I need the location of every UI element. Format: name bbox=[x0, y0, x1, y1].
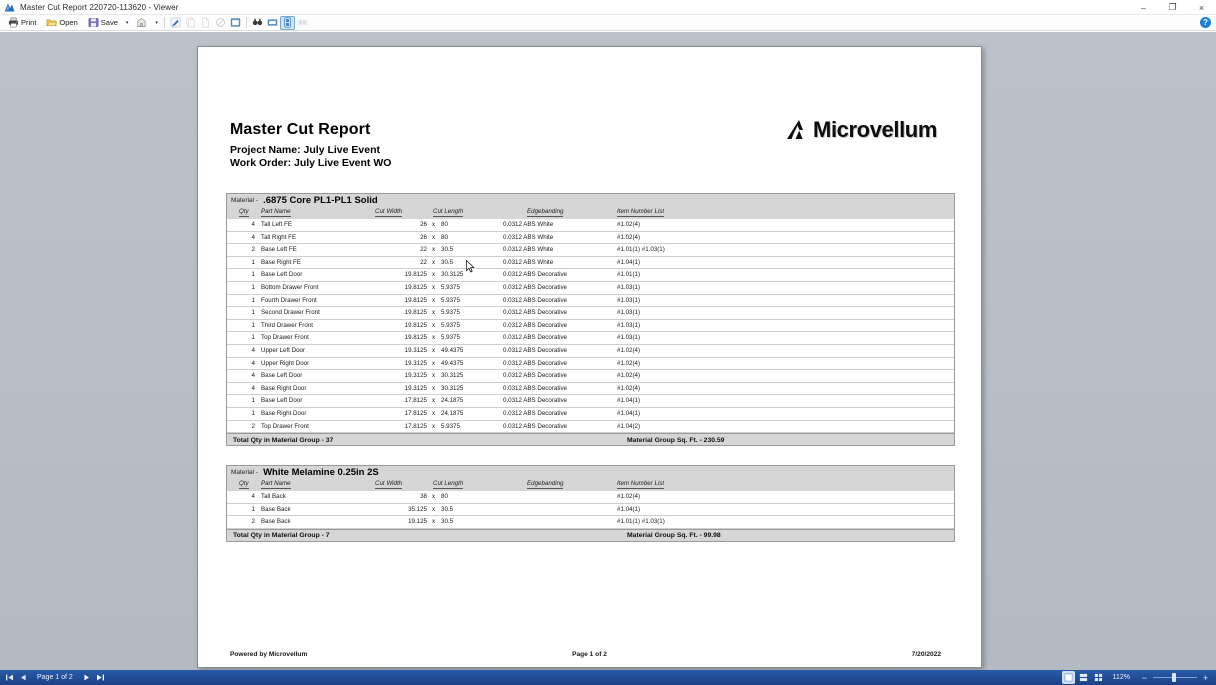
next-page-button[interactable] bbox=[80, 671, 93, 684]
save-button[interactable] bbox=[83, 16, 123, 30]
page-layout-button[interactable] bbox=[228, 16, 243, 30]
window-title: Master Cut Report 220720-113620 - Viewer bbox=[20, 2, 179, 12]
cell-cut-width: 38 bbox=[420, 493, 427, 500]
work-order-line: Work Order: July Live Event WO bbox=[230, 157, 392, 169]
page-setup-dropdown-caret[interactable]: ▾ bbox=[155, 19, 158, 26]
page-setup-icon bbox=[136, 17, 147, 28]
cell-cut-width: 26 bbox=[420, 221, 427, 228]
cell-cut-width: 19.8125 bbox=[404, 321, 427, 329]
cell-qty: 4 bbox=[251, 221, 255, 228]
cell-cut-length: 49.4375 bbox=[441, 359, 464, 367]
first-page-button[interactable] bbox=[3, 671, 16, 684]
cell-item-number-list: #1.02(4) bbox=[617, 346, 641, 354]
cell-dimension-separator: x bbox=[432, 384, 436, 392]
cell-part-name: Second Drawer Front bbox=[261, 309, 320, 317]
cell-qty: 1 bbox=[251, 505, 255, 513]
page-title: Master Cut Report bbox=[230, 121, 371, 138]
cell-item-number-list: #1.03(1) bbox=[617, 296, 641, 304]
cell-dimension-separator: x bbox=[432, 346, 436, 354]
material-group-total-row bbox=[226, 433, 955, 446]
powered-by-label: Powered by Microvellum bbox=[230, 651, 308, 658]
cell-cut-length: 5.9375 bbox=[441, 309, 460, 317]
cell-dimension-separator: x bbox=[432, 372, 436, 380]
cell-edgebanding: 0.0312 ABS White bbox=[503, 246, 554, 254]
cell-part-name: Top Drawer Front bbox=[261, 422, 309, 430]
no-entry-button[interactable] bbox=[213, 16, 228, 30]
column-header-edgebanding: Edgebanding bbox=[527, 480, 564, 487]
cell-qty: 2 bbox=[251, 422, 255, 430]
column-header-part-name: Part Name bbox=[261, 480, 291, 487]
table-row bbox=[227, 345, 954, 358]
table-row bbox=[227, 408, 954, 421]
table-row bbox=[227, 282, 954, 295]
zoom-slider-thumb[interactable] bbox=[1172, 673, 1176, 682]
cell-dimension-separator: x bbox=[432, 221, 436, 228]
table-row bbox=[227, 491, 954, 504]
cell-part-name: Base Left Door bbox=[261, 372, 303, 380]
last-page-button[interactable] bbox=[94, 671, 107, 684]
continuous-view-button[interactable] bbox=[280, 16, 295, 30]
cell-part-name: Base Back bbox=[261, 518, 291, 526]
cell-cut-length: 30.3125 bbox=[441, 372, 464, 380]
cell-dimension-separator: x bbox=[432, 283, 436, 291]
table-row bbox=[227, 504, 954, 517]
continuous-page-icon bbox=[282, 17, 293, 28]
cell-qty: 4 bbox=[251, 233, 255, 241]
material-label: Material - bbox=[231, 469, 259, 476]
cell-dimension-separator: x bbox=[432, 505, 436, 513]
cell-qty: 4 bbox=[251, 493, 255, 500]
cell-cut-width: 19.3125 bbox=[404, 359, 427, 367]
table-row bbox=[227, 307, 954, 320]
save-label: Save bbox=[100, 18, 118, 27]
status-bar bbox=[0, 670, 1216, 685]
cell-cut-length: 5.9375 bbox=[441, 321, 460, 329]
multi-page-view-button[interactable] bbox=[295, 16, 310, 30]
single-page-view-button[interactable] bbox=[265, 16, 280, 30]
cell-edgebanding: 0.0312 ABS Decorative bbox=[503, 334, 567, 342]
cell-item-number-list: #1.01(1) bbox=[617, 271, 641, 279]
cell-cut-width: 26 bbox=[420, 233, 427, 241]
open-label: Open bbox=[59, 18, 78, 27]
report-date-label: 7/20/2022 bbox=[911, 651, 941, 658]
cell-qty: 1 bbox=[251, 271, 255, 279]
total-qty-label: Total Qty in Material Group - 37 bbox=[233, 436, 334, 444]
cell-qty: 1 bbox=[251, 283, 255, 291]
cell-qty: 2 bbox=[251, 246, 255, 254]
cell-cut-length: 24.1875 bbox=[441, 397, 464, 405]
cell-dimension-separator: x bbox=[432, 334, 436, 342]
cell-dimension-separator: x bbox=[432, 233, 436, 241]
cell-cut-width: 19.3125 bbox=[404, 372, 427, 380]
cell-dimension-separator: x bbox=[432, 296, 436, 304]
cell-cut-width: 17.8125 bbox=[404, 409, 427, 417]
cell-part-name: Tall Right FE bbox=[261, 233, 297, 241]
table-row bbox=[227, 320, 954, 333]
cell-edgebanding: 0.0312 ABS Decorative bbox=[503, 359, 567, 367]
table-row bbox=[227, 421, 954, 434]
cell-item-number-list: #1.03(1) bbox=[617, 334, 641, 342]
cell-cut-width: 19.3125 bbox=[404, 384, 427, 392]
cell-edgebanding: 0.0312 ABS Decorative bbox=[503, 283, 567, 291]
total-qty-label: Total Qty in Material Group - 7 bbox=[233, 532, 330, 540]
edit-icon bbox=[170, 17, 181, 28]
table-row bbox=[227, 358, 954, 371]
cell-edgebanding: 0.0312 ABS Decorative bbox=[503, 296, 567, 304]
cell-cut-width: 19.125 bbox=[408, 518, 427, 526]
cell-cut-length: 80 bbox=[441, 221, 448, 228]
cell-qty: 1 bbox=[251, 321, 255, 329]
cell-edgebanding: 0.0312 ABS Decorative bbox=[503, 309, 567, 317]
maximize-restore-button[interactable]: ❐ bbox=[1168, 2, 1177, 12]
cell-part-name: Base Right Door bbox=[261, 384, 307, 392]
status-page-indicator: Page 1 of 2 bbox=[37, 674, 73, 681]
viewer-toolbar bbox=[0, 15, 1216, 31]
cell-item-number-list: #1.03(1) bbox=[617, 309, 641, 317]
cell-cut-width: 22 bbox=[420, 246, 427, 254]
cell-cut-length: 30.5 bbox=[441, 518, 454, 526]
table-row bbox=[227, 244, 954, 257]
material-group-total-row bbox=[226, 529, 955, 542]
multi-page-icon bbox=[297, 17, 308, 28]
folder-open-icon bbox=[46, 17, 57, 28]
report-footer bbox=[198, 651, 981, 663]
find-button[interactable] bbox=[250, 16, 265, 30]
cell-cut-width: 19.8125 bbox=[404, 309, 427, 317]
cell-part-name: Base Left Door bbox=[261, 397, 303, 405]
cell-item-number-list: #1.03(1) bbox=[617, 283, 641, 291]
cell-part-name: Base Right FE bbox=[261, 258, 301, 266]
cell-dimension-separator: x bbox=[432, 518, 436, 526]
cell-part-name: Base Left Door bbox=[261, 271, 303, 279]
cell-cut-length: 30.5 bbox=[441, 258, 454, 266]
table-row bbox=[227, 295, 954, 308]
cell-item-number-list: #1.04(1) bbox=[617, 258, 641, 266]
single-page-view-toggle[interactable] bbox=[1062, 671, 1075, 684]
material-name: White Melamine 0.25in 2S bbox=[263, 467, 379, 478]
print-label: Print bbox=[21, 18, 37, 27]
zoom-slider[interactable] bbox=[1153, 671, 1197, 684]
save-dropdown-caret[interactable]: ▾ bbox=[125, 19, 129, 26]
cell-edgebanding: 0.0312 ABS White bbox=[503, 233, 554, 241]
previous-page-button[interactable] bbox=[17, 671, 30, 684]
cell-cut-length: 49.4375 bbox=[441, 346, 464, 354]
cell-item-number-list: #1.04(2) bbox=[617, 422, 641, 430]
material-group bbox=[226, 193, 955, 446]
cell-item-number-list: #1.02(4) bbox=[617, 221, 641, 228]
material-group-header bbox=[226, 193, 955, 207]
microvellum-logo bbox=[786, 117, 937, 143]
cell-item-number-list: #1.01(1) #1.03(1) bbox=[617, 246, 665, 254]
cell-item-number-list: #1.03(1) bbox=[617, 321, 641, 329]
cell-item-number-list: #1.01(1) #1.03(1) bbox=[617, 518, 665, 526]
table-row bbox=[227, 332, 954, 345]
table-row bbox=[227, 516, 954, 529]
print-button[interactable] bbox=[3, 16, 41, 30]
cell-cut-length: 5.9375 bbox=[441, 296, 460, 304]
copy-page-icon bbox=[185, 17, 196, 28]
column-header-qty: Qty bbox=[239, 208, 249, 215]
cell-dimension-separator: x bbox=[432, 321, 436, 329]
cell-cut-length: 5.9375 bbox=[441, 334, 460, 342]
cell-cut-length: 30.5 bbox=[441, 505, 454, 513]
material-label: Material - bbox=[231, 197, 259, 204]
cell-cut-length: 80 bbox=[441, 233, 448, 241]
cell-item-number-list: #1.02(4) bbox=[617, 359, 641, 367]
table-row bbox=[227, 395, 954, 408]
column-header-item-number-list: Item Number List bbox=[617, 208, 665, 215]
open-button[interactable] bbox=[41, 16, 82, 30]
cell-cut-length: 5.9375 bbox=[441, 422, 460, 430]
page-navigation bbox=[0, 671, 107, 684]
page-layout-icon bbox=[230, 17, 241, 28]
cell-edgebanding: 0.0312 ABS Decorative bbox=[503, 372, 567, 380]
column-header-cut-length: Cut Length bbox=[433, 480, 464, 487]
cell-part-name: Upper Left Door bbox=[261, 346, 306, 354]
help-icon[interactable]: ? bbox=[1200, 17, 1211, 28]
cell-item-number-list: #1.04(1) bbox=[617, 505, 641, 513]
microvellum-logo-text: Microvellum bbox=[813, 117, 937, 142]
material-group-rows bbox=[226, 219, 955, 433]
column-header-cut-length: Cut Length bbox=[433, 208, 464, 215]
cell-part-name: Tall Left FE bbox=[261, 221, 292, 228]
cell-qty: 1 bbox=[251, 409, 255, 417]
cell-qty: 1 bbox=[251, 397, 255, 405]
cell-cut-width: 19.8125 bbox=[404, 334, 427, 342]
material-name: .6875 Core PL1-PL1 Solid bbox=[263, 195, 378, 206]
cell-part-name: Fourth Drawer Front bbox=[261, 296, 317, 304]
microvellum-logo-mark bbox=[786, 117, 812, 143]
new-page-button[interactable] bbox=[198, 16, 213, 30]
cell-item-number-list: #1.02(4) bbox=[617, 233, 641, 241]
cell-cut-length: 24.1875 bbox=[441, 409, 464, 417]
column-header-edgebanding: Edgebanding bbox=[527, 208, 564, 215]
zoom-level-label: 112% bbox=[1112, 674, 1130, 681]
column-header-cut-width: Cut Width bbox=[375, 208, 403, 215]
cell-cut-width: 35.125 bbox=[408, 505, 427, 513]
cell-dimension-separator: x bbox=[432, 422, 436, 430]
minimize-button[interactable]: – bbox=[1140, 2, 1146, 13]
material-group bbox=[226, 465, 955, 542]
edit-button[interactable] bbox=[168, 16, 183, 30]
cell-dimension-separator: x bbox=[432, 258, 436, 266]
cell-dimension-separator: x bbox=[432, 397, 436, 405]
window-title-bar bbox=[0, 0, 1216, 15]
cell-cut-length: 30.3125 bbox=[441, 384, 464, 392]
material-group-header bbox=[226, 465, 955, 479]
printer-icon bbox=[8, 17, 19, 28]
cell-cut-width: 17.8125 bbox=[404, 422, 427, 430]
cell-cut-width: 19.3125 bbox=[404, 346, 427, 354]
page-setup-button[interactable] bbox=[131, 16, 152, 30]
cell-cut-length: 30.5 bbox=[441, 246, 454, 254]
table-row bbox=[227, 257, 954, 270]
cell-part-name: Top Drawer Front bbox=[261, 334, 309, 342]
material-group-rows bbox=[226, 491, 955, 529]
column-header-cut-width: Cut Width bbox=[375, 480, 403, 487]
blank-page-icon bbox=[200, 17, 211, 28]
cell-cut-width: 19.8125 bbox=[404, 271, 427, 279]
column-header-row bbox=[226, 479, 955, 491]
cell-part-name: Tall Back bbox=[261, 493, 286, 500]
total-square-feet-label: Material Group Sq. Ft. - 230.59 bbox=[627, 436, 725, 444]
single-page-icon bbox=[267, 17, 278, 28]
cell-item-number-list: #1.02(4) bbox=[617, 384, 641, 392]
toolbar-separator-2 bbox=[246, 17, 247, 28]
cell-item-number-list: #1.04(1) bbox=[617, 397, 641, 405]
toolbar-separator bbox=[164, 17, 165, 28]
cell-dimension-separator: x bbox=[432, 309, 436, 317]
save-icon bbox=[88, 17, 99, 28]
column-header-item-number-list: Item Number List bbox=[617, 480, 665, 487]
table-row bbox=[227, 370, 954, 383]
cell-item-number-list: #1.02(4) bbox=[617, 372, 641, 380]
cell-qty: 4 bbox=[251, 359, 255, 367]
cell-cut-width: 19.8125 bbox=[404, 296, 427, 304]
cell-edgebanding: 0.0312 ABS Decorative bbox=[503, 409, 567, 417]
cell-dimension-separator: x bbox=[432, 409, 436, 417]
cell-edgebanding: 0.0312 ABS White bbox=[503, 221, 554, 228]
cell-edgebanding: 0.0312 ABS White bbox=[503, 258, 554, 266]
column-header-part-name: Part Name bbox=[261, 208, 291, 215]
project-name-line: Project Name: July Live Event bbox=[230, 144, 380, 156]
column-header-qty: Qty bbox=[239, 480, 249, 487]
cell-qty: 1 bbox=[251, 296, 255, 304]
cell-edgebanding: 0.0312 ABS Decorative bbox=[503, 397, 567, 405]
cell-edgebanding: 0.0312 ABS Decorative bbox=[503, 422, 567, 430]
cell-qty: 1 bbox=[251, 334, 255, 342]
multi-page-view-toggle[interactable] bbox=[1092, 671, 1105, 684]
cell-dimension-separator: x bbox=[432, 246, 436, 254]
app-icon bbox=[4, 2, 15, 13]
continuous-view-toggle[interactable] bbox=[1077, 671, 1090, 684]
cell-part-name: Base Back bbox=[261, 505, 291, 513]
cell-cut-length: 30.3125 bbox=[441, 271, 464, 279]
cell-cut-length: 5.9375 bbox=[441, 283, 460, 291]
no-entry-icon bbox=[215, 17, 226, 28]
cell-dimension-separator: x bbox=[432, 271, 436, 279]
cell-cut-width: 22 bbox=[420, 258, 427, 266]
mouse-cursor bbox=[466, 260, 475, 273]
cell-cut-width: 17.8125 bbox=[404, 397, 427, 405]
table-row bbox=[227, 219, 954, 232]
cell-qty: 4 bbox=[251, 372, 255, 380]
copy-page-button[interactable] bbox=[183, 16, 198, 30]
document-viewer-canvas[interactable] bbox=[0, 32, 1216, 670]
table-row bbox=[227, 232, 954, 245]
cell-part-name: Upper Right Door bbox=[261, 359, 310, 367]
cell-qty: 1 bbox=[251, 309, 255, 317]
report-page bbox=[197, 46, 982, 668]
cell-qty: 4 bbox=[251, 384, 255, 392]
cell-qty: 4 bbox=[251, 346, 255, 354]
find-icon bbox=[252, 17, 263, 28]
cell-qty: 1 bbox=[251, 258, 255, 266]
page-number-label: Page 1 of 2 bbox=[572, 651, 607, 658]
cell-edgebanding: 0.0312 ABS Decorative bbox=[503, 321, 567, 329]
column-header-row bbox=[226, 207, 955, 219]
table-row bbox=[227, 383, 954, 396]
view-and-zoom-controls bbox=[1062, 671, 1212, 684]
zoom-in-button[interactable]: + bbox=[1202, 672, 1209, 683]
cell-item-number-list: #1.04(1) bbox=[617, 409, 641, 417]
zoom-out-button[interactable]: − bbox=[1141, 672, 1148, 683]
cell-qty: 2 bbox=[251, 518, 255, 526]
cell-cut-length: 80 bbox=[441, 493, 448, 500]
cell-edgebanding: 0.0312 ABS Decorative bbox=[503, 346, 567, 354]
cell-item-number-list: #1.02(4) bbox=[617, 493, 641, 500]
cell-dimension-separator: x bbox=[432, 359, 436, 367]
cell-part-name: Base Right Door bbox=[261, 409, 307, 417]
window-controls bbox=[1129, 0, 1216, 15]
cell-edgebanding: 0.0312 ABS Decorative bbox=[503, 271, 567, 279]
cell-part-name: Third Drawer Front bbox=[261, 321, 313, 329]
close-button[interactable]: × bbox=[1198, 2, 1205, 13]
table-row bbox=[227, 269, 954, 282]
cell-cut-width: 19.8125 bbox=[404, 283, 427, 291]
cell-part-name: Base Left FE bbox=[261, 246, 297, 254]
cell-part-name: Bottom Drawer Front bbox=[261, 283, 319, 291]
total-square-feet-label: Material Group Sq. Ft. - 99.98 bbox=[627, 532, 721, 540]
cell-dimension-separator: x bbox=[432, 493, 436, 500]
cell-edgebanding: 0.0312 ABS Decorative bbox=[503, 384, 567, 392]
